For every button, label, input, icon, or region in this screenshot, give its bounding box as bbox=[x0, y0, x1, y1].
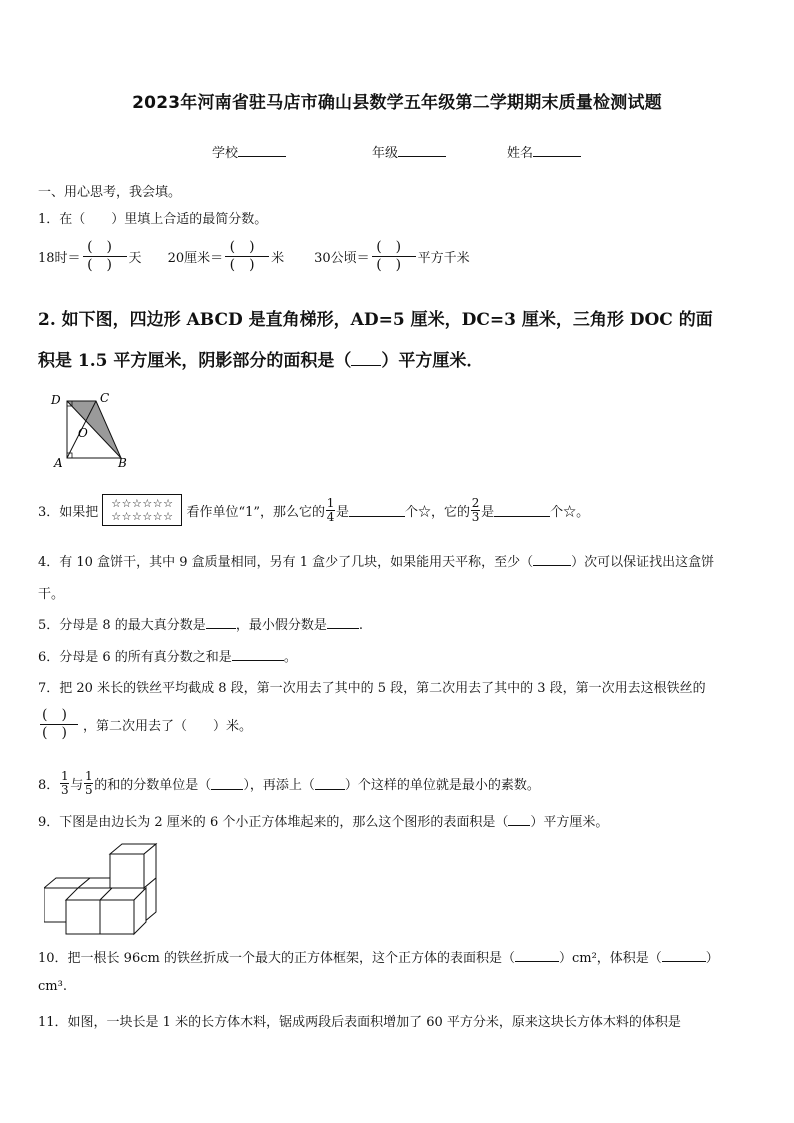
page-title: 2023年河南省驻马店市确山县数学五年级第二学期期末质量检测试题 bbox=[132, 93, 662, 113]
q1-b-right: 米 bbox=[271, 251, 285, 266]
q3-f: 个☆。 bbox=[550, 504, 590, 520]
q7-fraction-blank[interactable]: () () bbox=[42, 707, 81, 741]
q1-a-right: 天 bbox=[128, 251, 142, 266]
numerator: 1 bbox=[84, 769, 93, 783]
label-B: B bbox=[118, 456, 127, 470]
q8-blank-2[interactable] bbox=[315, 777, 345, 790]
q6-b: 。 bbox=[283, 650, 297, 665]
denominator: 5 bbox=[84, 783, 93, 797]
q8-c: 的和的分数单位是（ bbox=[94, 778, 212, 793]
q8-e: ）个这样的单位就是最小的素数。 bbox=[344, 778, 540, 793]
q3-a: 3．如果把 bbox=[38, 504, 99, 520]
q6-a: 6．分母是 6 的所有真分数之和是 bbox=[38, 650, 232, 665]
q10-a: 10．把一根长 96cm 的铁丝折成一个最大的正方体框架，这个正方体的表面积是（ bbox=[38, 951, 515, 966]
numerator: 1 bbox=[326, 495, 335, 510]
cubes-figure bbox=[44, 842, 160, 936]
stars-box bbox=[102, 494, 182, 526]
question-2-line1: 2. 如下图，四边形 ABCD 是直角梯形，AD=5 厘米，DC=3 厘米，三角形 DOC 的面 bbox=[38, 310, 713, 330]
question-4-line1 bbox=[38, 551, 714, 570]
q6-blank[interactable] bbox=[232, 648, 284, 661]
q3-b: 看作单位“1”，那么它的 bbox=[186, 504, 326, 520]
fraction-1-3 bbox=[60, 770, 69, 797]
q9-b: ）平方厘米。 bbox=[530, 815, 609, 830]
question-9 bbox=[38, 811, 608, 830]
q4-line1-b: ）次可以保证找出这盒饼 bbox=[571, 555, 715, 570]
question-1-row bbox=[38, 239, 470, 274]
q5-a: 5．分母是 8 的最大真分数是 bbox=[38, 618, 206, 633]
question-1-text: 1．在（ ）里填上合适的最简分数。 bbox=[38, 212, 268, 227]
q1-b-fraction-blank[interactable]: () () bbox=[225, 239, 269, 274]
q5-blank-1[interactable] bbox=[206, 616, 236, 629]
label-C: C bbox=[100, 391, 110, 405]
grade-field bbox=[372, 142, 446, 161]
q10-b: ）cm²，体积是（ bbox=[558, 951, 662, 966]
question-10-line1 bbox=[38, 947, 719, 966]
stars-row-2: ☆☆☆☆☆☆ bbox=[111, 510, 174, 523]
stars-row-1: ☆☆☆☆☆☆ bbox=[111, 497, 174, 510]
q5-b: ，最小假分数是 bbox=[235, 618, 327, 633]
q2-answer-blank[interactable] bbox=[351, 350, 381, 366]
q1-a-left: 18时＝ bbox=[38, 251, 81, 266]
school-field bbox=[212, 142, 286, 161]
q5-c: . bbox=[358, 618, 363, 633]
section-heading: 一、用心思考，我会填。 bbox=[38, 185, 182, 200]
question-6 bbox=[38, 646, 297, 665]
grade-blank[interactable] bbox=[398, 144, 446, 157]
q2-line2-b: ）平方厘米． bbox=[381, 351, 484, 371]
q7-line2: ，第二次用去了（ ）米。 bbox=[82, 719, 252, 734]
q8-b: 与 bbox=[70, 778, 84, 793]
name-label: 姓名 bbox=[507, 146, 534, 161]
question-2-line2 bbox=[38, 346, 483, 371]
trapezoid-figure bbox=[46, 390, 136, 472]
q5-blank-2[interactable] bbox=[327, 616, 359, 629]
q8-a: 8． bbox=[38, 778, 60, 793]
q10-c: ） bbox=[705, 951, 719, 966]
question-8 bbox=[38, 770, 540, 797]
q8-blank-1[interactable] bbox=[211, 777, 243, 790]
label-O: O bbox=[78, 426, 88, 440]
question-10-line2: cm³. bbox=[38, 979, 67, 994]
q1-c-left: 30公顷＝ bbox=[314, 251, 370, 266]
question-3 bbox=[38, 494, 589, 526]
denominator: 3 bbox=[471, 509, 480, 524]
q10-blank-2[interactable] bbox=[662, 949, 706, 962]
q3-blank-1[interactable] bbox=[349, 504, 405, 517]
school-blank[interactable] bbox=[238, 144, 286, 157]
label-D: D bbox=[51, 393, 61, 407]
q3-c: 是 bbox=[336, 504, 350, 520]
q8-d: ），再添上（ bbox=[243, 778, 315, 793]
fraction-1-4 bbox=[326, 497, 335, 524]
question-4-line2: 干。 bbox=[38, 587, 65, 602]
question-7-line1: 7．把 20 米长的铁丝平均截成 8 段，第一次用去了其中的 5 段，第二次用去了其中的 3 段，第一次用去这根铁丝的 bbox=[38, 681, 706, 696]
question-11: 11．如图，一块长是 1 米的长方体木料，锯成两段后表面积增加了 60 平方分米，原来这块长方体木料的体积是 bbox=[38, 1015, 681, 1030]
q3-e: 是 bbox=[481, 504, 495, 520]
question-7-line2 bbox=[38, 707, 252, 742]
q10-blank-1[interactable] bbox=[515, 949, 559, 962]
name-field bbox=[507, 142, 581, 161]
q1-c-fraction-blank[interactable]: () () bbox=[372, 239, 416, 274]
fraction-1-5 bbox=[84, 770, 93, 797]
numerator: 2 bbox=[471, 495, 480, 510]
denominator: 4 bbox=[326, 509, 335, 524]
fraction-2-3 bbox=[471, 497, 480, 524]
q9-a: 9．下图是由边长为 2 厘米的 6 个小正方体堆起来的，那么这个图形的表面积是（ bbox=[38, 815, 509, 830]
q1-c-right: 平方千米 bbox=[417, 251, 470, 266]
q4-line1-a: 4．有 10 盒饼干，其中 9 盒质量相同，另有 1 盒少了几块，如果能用天平称，至少（ bbox=[38, 555, 534, 570]
cube-stack bbox=[44, 844, 156, 934]
numerator: 1 bbox=[60, 769, 69, 783]
q3-blank-2[interactable] bbox=[494, 504, 550, 517]
school-label: 学校 bbox=[212, 146, 239, 161]
name-blank[interactable] bbox=[533, 144, 581, 157]
grade-label: 年级 bbox=[372, 146, 399, 161]
q2-line2-a: 积是 1.5 平方厘米，阴影部分的面积是（ bbox=[38, 351, 352, 371]
q3-d: 个☆，它的 bbox=[405, 504, 471, 520]
q1-a-fraction-blank[interactable]: () () bbox=[83, 239, 127, 274]
q4-answer-blank[interactable] bbox=[533, 553, 571, 566]
q9-blank[interactable] bbox=[508, 813, 530, 826]
question-5 bbox=[38, 614, 363, 633]
q1-b-left: 20厘米＝ bbox=[167, 251, 224, 266]
denominator: 3 bbox=[60, 783, 69, 797]
label-A: A bbox=[54, 456, 63, 470]
